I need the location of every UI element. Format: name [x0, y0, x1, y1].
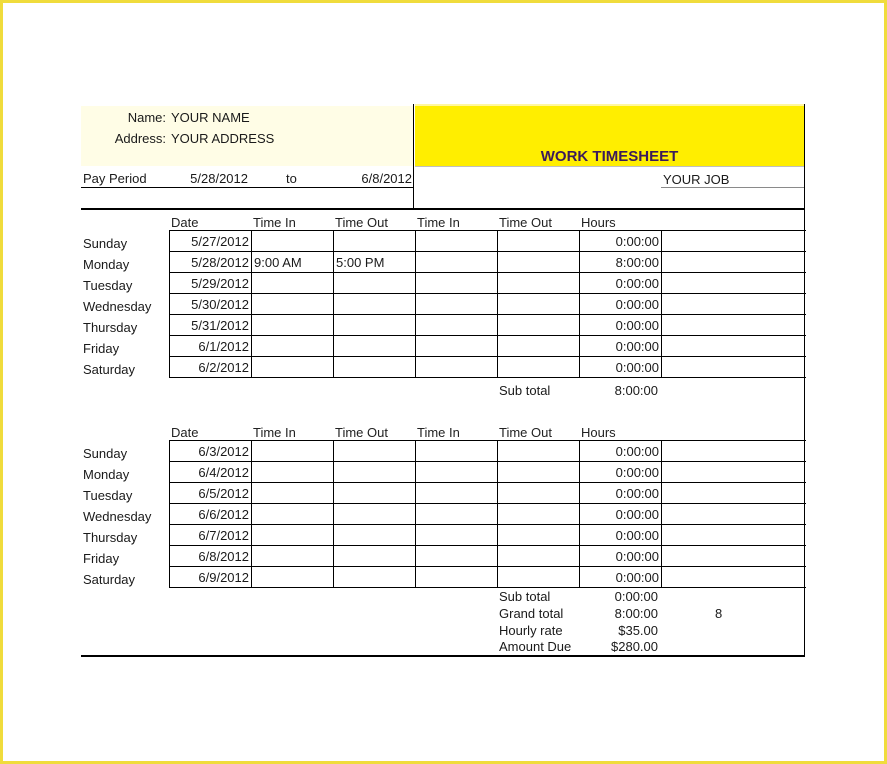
name-value[interactable]: YOUR NAME	[171, 110, 250, 125]
blank-cell[interactable]	[662, 546, 806, 567]
day-label: Monday	[83, 467, 130, 482]
date-cell[interactable]: 6/6/2012	[170, 504, 252, 525]
hours-total-rule	[723, 587, 804, 588]
date-cell[interactable]: 6/4/2012	[170, 462, 252, 483]
blank-cell[interactable]	[662, 441, 806, 462]
blank-cell[interactable]	[662, 294, 806, 315]
footer-rule	[81, 655, 805, 657]
hours-cell: 0:00:00	[580, 441, 662, 462]
grand-total-value: 8:00:00	[614, 606, 658, 621]
blank-cell[interactable]	[662, 483, 806, 504]
time-in-cell[interactable]	[416, 525, 498, 546]
day-label: Sunday	[83, 236, 128, 251]
time-out-cell[interactable]	[498, 294, 580, 315]
week1-table	[169, 230, 806, 378]
time-out-cell[interactable]	[334, 483, 416, 504]
date-cell[interactable]: 5/30/2012	[170, 294, 252, 315]
time-out-cell[interactable]	[498, 441, 580, 462]
day-label: Monday	[83, 257, 130, 272]
time-out-cell[interactable]	[498, 231, 580, 252]
hours-cell: 0:00:00	[580, 567, 662, 588]
table-row	[170, 546, 806, 567]
day-label: Thursday	[83, 320, 138, 335]
time-in-cell[interactable]	[416, 252, 498, 273]
table-row	[170, 525, 806, 546]
time-out-cell[interactable]	[334, 546, 416, 567]
time-out-cell[interactable]	[334, 294, 416, 315]
time-in-cell[interactable]	[416, 231, 498, 252]
table-row	[170, 231, 806, 252]
date-cell[interactable]: 5/29/2012	[170, 273, 252, 294]
header-bottom-rule	[81, 208, 805, 210]
col-timein1-w1: Time In	[253, 215, 296, 230]
time-in-cell[interactable]	[252, 483, 334, 504]
table-row	[170, 483, 806, 504]
time-in-cell[interactable]	[252, 525, 334, 546]
day-label: Wednesday	[83, 299, 152, 314]
table-row	[170, 273, 806, 294]
time-out-cell[interactable]	[498, 525, 580, 546]
hours-cell: 0:00:00	[580, 336, 662, 357]
time-out-cell[interactable]	[334, 462, 416, 483]
time-in-cell[interactable]	[416, 567, 498, 588]
time-out-cell[interactable]	[498, 546, 580, 567]
date-cell[interactable]: 6/8/2012	[170, 546, 252, 567]
time-out-cell[interactable]: 5:00 PM	[334, 252, 416, 273]
day-label: Sunday	[83, 446, 128, 461]
hourly-rate-label: Hourly rate	[499, 623, 563, 638]
table-row	[170, 567, 806, 588]
day-label: Tuesday	[83, 278, 133, 293]
subtotal-value-w2: 0:00:00	[614, 589, 658, 604]
page-title: WORK TIMESHEET	[540, 148, 679, 165]
time-in-cell[interactable]	[416, 315, 498, 336]
amount-due-value: $280.00	[611, 639, 658, 654]
time-in-cell[interactable]	[252, 441, 334, 462]
blank-cell[interactable]	[662, 252, 806, 273]
pay-period-to: to	[286, 171, 297, 186]
table-row	[170, 462, 806, 483]
hours-cell: 8:00:00	[580, 252, 662, 273]
table-row	[170, 504, 806, 525]
col-timein2-w2: Time In	[417, 425, 460, 440]
time-in-cell[interactable]	[416, 357, 498, 378]
grand-total-hours: 8	[715, 606, 723, 621]
hours-cell: 0:00:00	[580, 525, 662, 546]
blank-cell[interactable]	[662, 231, 806, 252]
time-out-cell[interactable]	[334, 567, 416, 588]
date-cell[interactable]: 5/31/2012	[170, 315, 252, 336]
hours-cell: 0:00:00	[580, 546, 662, 567]
table-row	[170, 294, 806, 315]
time-out-cell[interactable]	[498, 336, 580, 357]
hourly-rate-value[interactable]: $35.00	[618, 623, 658, 638]
col-hours-w1: Hours	[581, 215, 616, 230]
time-in-cell[interactable]	[416, 483, 498, 504]
pay-period-start[interactable]: 5/28/2012	[190, 171, 248, 186]
date-cell[interactable]: 6/3/2012	[170, 441, 252, 462]
hours-cell: 0:00:00	[580, 504, 662, 525]
col-hours-w2: Hours	[581, 425, 616, 440]
col-timein2-w1: Time In	[417, 215, 460, 230]
time-out-cell[interactable]	[334, 231, 416, 252]
time-in-cell[interactable]	[416, 336, 498, 357]
table-row	[170, 357, 806, 378]
blank-cell[interactable]	[662, 525, 806, 546]
date-cell[interactable]: 5/28/2012	[170, 252, 252, 273]
table-row	[170, 315, 806, 336]
amount-due-label: Amount Due	[499, 639, 572, 654]
time-in-cell[interactable]	[252, 462, 334, 483]
job-value[interactable]: YOUR JOB	[663, 172, 730, 187]
col-timeout2-w2: Time Out	[499, 425, 552, 440]
time-out-cell[interactable]	[334, 525, 416, 546]
date-cell[interactable]: 6/2/2012	[170, 357, 252, 378]
time-in-cell[interactable]	[416, 273, 498, 294]
table-row	[170, 336, 806, 357]
date-cell[interactable]: 6/5/2012	[170, 483, 252, 504]
table-row	[170, 441, 806, 462]
header-divider	[413, 104, 414, 208]
time-out-cell[interactable]	[334, 441, 416, 462]
pay-period-underline	[81, 187, 414, 188]
time-out-cell[interactable]	[498, 273, 580, 294]
time-out-cell[interactable]	[334, 357, 416, 378]
col-timeout1-w1: Time Out	[335, 215, 388, 230]
hours-cell: 0:00:00	[580, 357, 662, 378]
blank-cell[interactable]	[662, 273, 806, 294]
time-in-cell[interactable]	[252, 273, 334, 294]
time-in-cell[interactable]	[416, 294, 498, 315]
col-date-w2: Date	[171, 425, 199, 440]
date-cell[interactable]: 6/1/2012	[170, 336, 252, 357]
address-label: Address:	[114, 131, 166, 146]
subtotal-label-w1: Sub total	[499, 383, 551, 398]
time-in-cell[interactable]	[416, 504, 498, 525]
time-out-cell[interactable]	[498, 357, 580, 378]
hours-cell: 0:00:00	[580, 315, 662, 336]
pay-period-label: Pay Period	[83, 171, 147, 186]
time-in-cell[interactable]	[252, 315, 334, 336]
blank-cell[interactable]	[662, 315, 806, 336]
day-label: Saturday	[83, 572, 136, 587]
col-date-w1: Date	[171, 215, 199, 230]
date-cell[interactable]: 6/9/2012	[170, 567, 252, 588]
title-underline	[415, 166, 804, 167]
day-label: Thursday	[83, 530, 138, 545]
date-cell[interactable]: 5/27/2012	[170, 231, 252, 252]
time-out-cell[interactable]	[334, 315, 416, 336]
time-in-cell[interactable]	[252, 357, 334, 378]
time-in-cell[interactable]	[252, 231, 334, 252]
table-row	[170, 252, 806, 273]
blank-cell[interactable]	[662, 462, 806, 483]
time-in-cell[interactable]	[252, 294, 334, 315]
time-out-cell[interactable]	[498, 252, 580, 273]
blank-cell[interactable]	[662, 357, 806, 378]
time-in-cell[interactable]	[252, 336, 334, 357]
time-in-cell[interactable]	[252, 567, 334, 588]
job-underline	[661, 187, 804, 188]
time-in-cell[interactable]	[252, 546, 334, 567]
col-timeout2-w1: Time Out	[499, 215, 552, 230]
grand-total-label: Grand total	[499, 606, 564, 621]
week2-table	[169, 440, 806, 588]
col-timeout1-w2: Time Out	[335, 425, 388, 440]
col-timein1-w2: Time In	[253, 425, 296, 440]
time-out-cell[interactable]	[334, 336, 416, 357]
blank-cell[interactable]	[662, 567, 806, 588]
time-in-cell[interactable]	[416, 462, 498, 483]
time-in-cell[interactable]	[416, 441, 498, 462]
hours-cell: 0:00:00	[580, 231, 662, 252]
blank-cell[interactable]	[662, 504, 806, 525]
time-in-cell[interactable]: 9:00 AM	[252, 252, 334, 273]
date-cell[interactable]: 6/7/2012	[170, 525, 252, 546]
time-out-cell[interactable]	[498, 315, 580, 336]
day-label: Saturday	[83, 362, 136, 377]
time-in-cell[interactable]	[416, 546, 498, 567]
pay-period-end[interactable]: 6/8/2012	[361, 171, 412, 186]
time-out-cell[interactable]	[334, 504, 416, 525]
subtotal-value-w1: 8:00:00	[614, 383, 658, 398]
time-in-cell[interactable]	[252, 504, 334, 525]
hours-cell: 0:00:00	[580, 273, 662, 294]
hours-cell: 0:00:00	[580, 462, 662, 483]
subtotal-label-w2: Sub total	[499, 589, 551, 604]
blank-cell[interactable]	[662, 336, 806, 357]
time-out-cell[interactable]	[498, 462, 580, 483]
day-label: Tuesday	[83, 488, 133, 503]
day-label: Wednesday	[83, 509, 152, 524]
time-out-cell[interactable]	[498, 567, 580, 588]
hours-cell: 0:00:00	[580, 294, 662, 315]
day-label: Friday	[83, 551, 120, 566]
address-value[interactable]: YOUR ADDRESS	[171, 131, 275, 146]
hours-cell: 0:00:00	[580, 483, 662, 504]
name-label: Name:	[127, 110, 166, 125]
time-out-cell[interactable]	[498, 483, 580, 504]
time-out-cell[interactable]	[498, 504, 580, 525]
time-out-cell[interactable]	[334, 273, 416, 294]
day-label: Friday	[83, 341, 120, 356]
